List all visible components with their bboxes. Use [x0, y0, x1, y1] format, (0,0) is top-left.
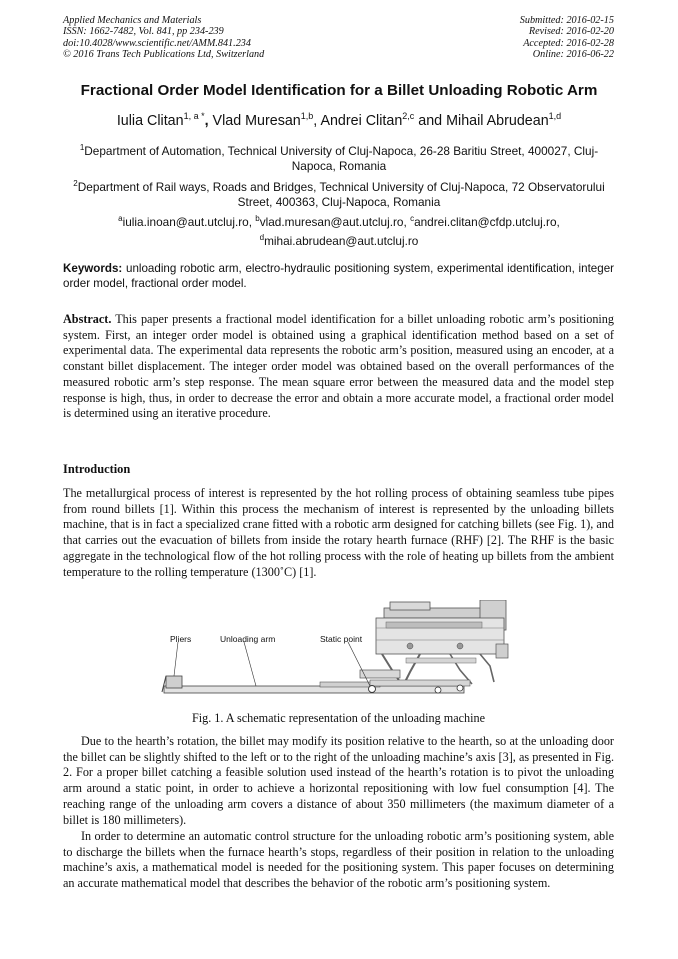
affiliation-mark: 1 [79, 143, 85, 152]
abstract-label: Abstract. [63, 312, 112, 326]
date-revised: Revised: 2016-02-20 [528, 26, 614, 38]
email-mark: b [255, 214, 260, 223]
keywords [63, 262, 614, 292]
figure-unloading-machine [160, 600, 524, 708]
email-mark: c [410, 214, 415, 223]
affiliation-text: Department of Rail ways, Roads and Bridges, Technical University of Cluj-Napoca, 72 Observatorului Street, 400363, Cluj-Napoca, Romania [77, 179, 605, 210]
email-mark: d [259, 233, 265, 243]
author-affiliation-mark: 1,d [548, 111, 562, 121]
email-mark: a [118, 214, 123, 223]
author-separator: , [204, 112, 213, 129]
abstract [63, 312, 614, 422]
author-separator: and [414, 112, 447, 129]
figure-label-unloading-arm: Unloading arm [220, 634, 276, 644]
journal-doi: doi:10.4028/www.scientific.net/AMM.841.234 [63, 37, 251, 49]
unloading-machine-diagram [160, 600, 524, 708]
figure-label-static-point: Static point [320, 634, 363, 644]
journal-copyright: © 2016 Trans Tech Publications Ltd, Switzerland [63, 49, 265, 61]
figure-caption: Fig. 1. A schematic representation of the unloading machine [191, 711, 486, 725]
date-submitted: Submitted: 2016-02-15 [519, 15, 614, 26]
figure-label-pliers: Pliers [170, 634, 192, 644]
email-link[interactable]: mihai.abrudean@aut.utcluj.ro [264, 234, 419, 249]
publication-dates [520, 15, 614, 61]
date-accepted: Accepted: 2016-02-28 [523, 37, 614, 49]
author-name: Iulia Clitan [116, 112, 184, 129]
email-link[interactable]: vlad.muresan@aut.utcluj.ro, [259, 214, 411, 229]
section-heading-introduction: Introduction [63, 462, 131, 476]
author-name: Andrei Clitan [320, 112, 403, 129]
author-name: Mihail Abrudean [446, 112, 549, 129]
author-affiliation-mark: 1, a * [183, 111, 205, 121]
journal-info [63, 15, 264, 61]
journal-name: Applied Mechanics and Materials [63, 15, 202, 26]
email-link[interactable]: iulia.inoan@aut.utcluj.ro, [122, 214, 256, 229]
keywords-text: unloading robotic arm, electro-hydraulic positioning system, experimental identification, integer order model, fractional order model. [63, 262, 614, 290]
author-affiliation-mark: 2,c [402, 111, 415, 121]
affiliation-mark: 2 [73, 179, 78, 188]
date-online: Online: 2016-06-22 [532, 49, 614, 61]
author-list [40, 111, 638, 129]
author-name: Vlad Muresan [212, 112, 301, 129]
introduction-paragraph-2: Due to the hearth’s rotation, the billet may modify its position relative to the hearth, so at the unloading door the billet can be slightly shifted to the left or to the right of the unloading machine’s axis [3], as presented in Fig. 2. For a proper billet catching a feasible solution used instead of the hearth’s rotation is to pivot the unloading arm around a static point, in order to achieve a horizontal repositioning with low fuel consumption [4]. The reaching range of the unloading arm covers a distance of about 350 millimeters (the maximum diameter of a billet is 180 millimeters). [63, 734, 614, 827]
author-emails [70, 211, 608, 249]
affiliation-1 [70, 140, 608, 174]
introduction-paragraph-1: The metallurgical process of interest is represented by the hot rolling process of obtaining seamless tube pipes from round billets [1]. Within this process the mechanism of interest is represented by the unloading billets machine, that is in fact a specialized crane fitted with a robotic arm designed for catching billets (see Fig. 1), and that carries out the evacuation of billets from inside the rotary hearth furnace (RHF) [2]. The RHF is the basic aggregate in the technological flow of the hot rolling process with the role of heating up billets from the ambient temperature to the rolling temperature (1300˚C) [1]. [63, 486, 614, 579]
paper-title: Fractional Order Model Identification for a Billet Unloading Robotic Arm [80, 82, 598, 99]
introduction-paragraph-3: In order to determine an automatic control structure for the unloading robotic arm’s positioning system, able to discharge the billets when the furnace hearth’s stops, regardless of their position in relation to the unloading machine’s axis, a mathematical model is needed for the positioning system. This paper focuses on determining an accurate mathematical model that describes the behavior of the robotic arm’s positioning system. [63, 829, 614, 891]
journal-issn: ISSN: 1662-7482, Vol. 841, pp 234-239 [63, 26, 224, 38]
email-link[interactable]: andrei.clitan@cfdp.utcluj.ro, [414, 214, 560, 229]
keywords-label: Keywords: [63, 262, 123, 275]
author-affiliation-mark: 1,b [300, 111, 314, 121]
affiliation-2 [70, 176, 608, 210]
affiliation-text: Department of Automation, Technical University of Cluj-Napoca, 26-28 Baritiu Street, 400027, Cluj-Napoca, Romania [84, 143, 599, 174]
abstract-text: This paper presents a fractional model identification for a billet unloading robotic arm’s positioning system. First, an integer order model is obtained using a graphical identification method based on a set of experimental data. The experimental data represents the robotic arm’s position, measured using an encoder, at a constant billet displacement. The integer order model was obtained based on the overall performances of the measured robotic arm’s step response. The mean square error between the measured data and the model step response is high, thus, in order to decrease the error and obtain a more accurate model, a fractional order model is determined using an iterative procedure. [63, 312, 614, 421]
author-separator: , [313, 112, 321, 129]
